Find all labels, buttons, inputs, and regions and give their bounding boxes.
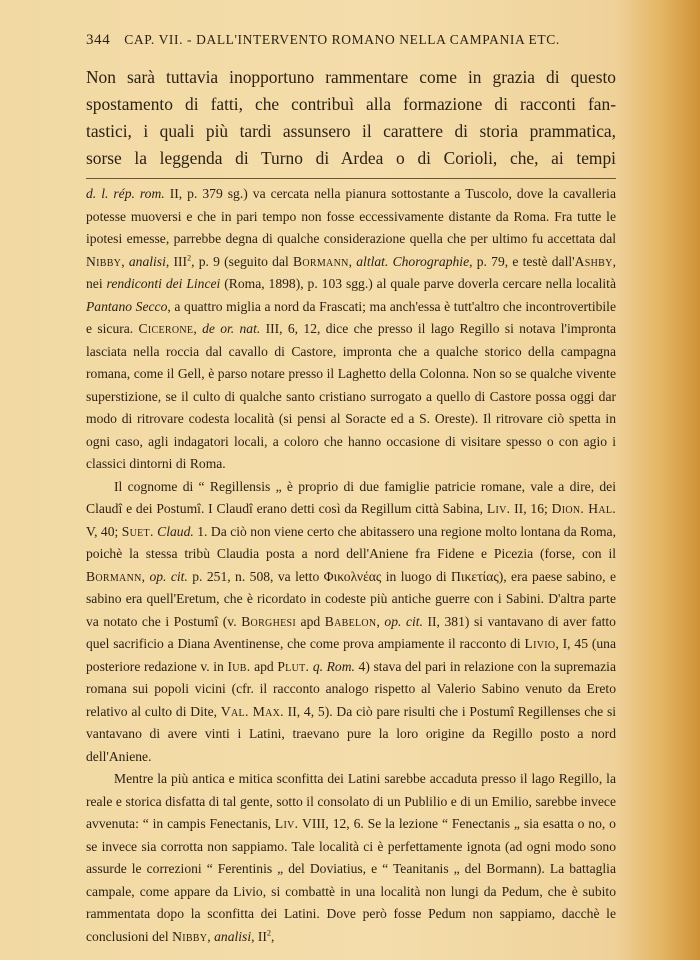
reference: rendiconti dei Lincei [106, 276, 221, 291]
reference: Pantano Secco [86, 298, 168, 314]
reference: de or. nat. [202, 321, 261, 336]
text: , p. 79, e testè dall' [469, 253, 575, 269]
author: Cicerone [138, 321, 194, 336]
text: II, 16; [510, 501, 552, 516]
main-text-line: sorse la leggenda di Turno di Ardea o di Corioli, che, ai tempi [86, 148, 616, 168]
footnote-paragraph [86, 768, 616, 948]
text: II, 381) si vantavano di aver fatto quel sacrificio a Diana Aventinense, che come prova ampiamente il racconto di [86, 613, 616, 651]
main-text-line: spostamento di fatti, che contribuì alla formazione di racconti fan- [86, 94, 616, 114]
reference: d. l. rép. rom. [86, 186, 165, 201]
reference: altlat. Chorographie [356, 253, 470, 269]
running-title: CAP. VII. - DALL'INTERVENTO ROMANO NELLA CAMPANIA ETC. [124, 32, 560, 47]
text: , [376, 613, 385, 629]
text: , [348, 253, 357, 269]
text: , nei [86, 253, 617, 291]
text: p. 251, n. 508, va letto Φικολνέας in luogo di Πικετίας), era paese sabino, e sabino era quell'Eretum, che è ricordato in codeste più antiche guerre con i Sabini. D'altra parte va notato che i Postumî (v. [86, 568, 616, 629]
author: Nibby [172, 928, 208, 944]
author: Borghesi [241, 613, 296, 629]
text: Mentre la più antica e mitica sconfitta dei Latini sarebbe accaduta presso il lago Regillo, la reale e storica disfatta di tal gente, sotto il consolato di un Publilio e di un Emilio, sarebbe invece avvenuta: “ in campis Fenectanis, [86, 771, 616, 831]
text: II, p. 379 sg.) va cercata nella pianura sottostante a Tuscolo, dove la cavalleria potesse muoversi e che in pari tempo non fosse eccessivamente distante da Roma. Fra tutte le ipotesi emesse, parrebbe degna di qualche considerazione quella che per ultimo fu accettata dal [86, 186, 616, 246]
author: Nibby [86, 253, 122, 269]
text: , [270, 928, 275, 944]
text: , p. 9 (seguito dal [191, 253, 293, 269]
author: Iub. [227, 658, 251, 674]
text: , [193, 321, 203, 336]
reference: analisi [128, 253, 166, 269]
main-text [86, 64, 616, 172]
author: Bormann [293, 253, 349, 269]
text: Il cognome di “ Regillensis „ è proprio di due famiglie patricie romane, vale a dire, dei Claudî e dei Postumî. I Claudî erano detti così da Regillum città Sabina, [86, 478, 616, 516]
text: , III [165, 253, 188, 269]
superscript: 2 [187, 252, 192, 262]
footnote-paragraph [86, 476, 616, 769]
author: Livio [524, 636, 556, 651]
reference: analisi [214, 928, 252, 944]
text: , [121, 253, 129, 269]
reference: q. Rom. [312, 658, 355, 674]
superscript: 2 [266, 927, 271, 937]
text: apd [296, 613, 325, 629]
text: , [141, 568, 150, 584]
author: Dion. Hal. [551, 501, 617, 516]
text: II, 4, 5). Da ciò pare risulti che i Postumî Regillenses che si vantavano di avere vinti i Latini, traevano pure la loro origine da Regillo posto a nord dell'Aniene. [86, 703, 617, 764]
main-text-line: tastici, i quali più tardi assunsero il carattere di storia prammatica, [86, 121, 616, 141]
text: III, 6, 12, dice che presso il lago Regillo si notava l'impronta lasciata nella roccia dal cavallo di Castore, impronta che a qualche storico della campagna romana, come il Gell, è parso notare presso il Laghetto della Colonna. Non so se qualche vivente superstizione, se il culto di qualche santo cristiano surrogato a quello di Castore possa oggi dar modo di ritrovare codesta località (si pensi al Soracte ed a S. Oreste). Il ritrovare ciò spetta in ogni caso, agli indagatori locali, a coloro che hanno occasione di visitare spesso o con agio i classici dintorni di Roma. [86, 321, 617, 471]
page-number: 344 [86, 32, 111, 48]
author: Ashby [574, 253, 613, 269]
main-text-line: Non sarà tuttavia inopportuno rammentare come in grazia di questo [86, 67, 616, 87]
text: apd [250, 658, 278, 674]
reference: op. cit. [384, 613, 423, 629]
author: Bormann [86, 568, 142, 584]
footnotes [86, 183, 616, 948]
text: V, 40; [86, 523, 122, 539]
text: , I, 45 (una posteriore redazione v. in [86, 636, 616, 674]
text: 4) stava del pari in relazione con la supremazia romana sui popoli vicini (cfr. il racconto analogo rispetto al Valerio Sabino venuto da Ereto relativo al culto di Dite, [86, 658, 616, 719]
text: (Roma, 1898), p. 103 sgg.) al quale parve doverla cercare nella località [220, 276, 616, 291]
text: , II [251, 928, 267, 944]
footnote-paragraph [86, 183, 616, 476]
running-header [86, 32, 606, 49]
author: Babelon [324, 613, 377, 629]
author: Val. Max. [220, 703, 284, 719]
author: Suet. [121, 523, 154, 539]
reference: op. cit. [149, 568, 188, 584]
author: Plut. [277, 658, 310, 674]
text: 1. Da ciò non viene certo che abitassero una regione molto lontana da Roma, poichè la stessa tribù Claudia posta a nord dell'Aniene fra Fidene e Picezia (forse, con il [86, 523, 616, 561]
footnote-separator [86, 178, 616, 179]
text: VIII, 12, 6. Se la lezione “ Fenectanis „ sia esatta o no, o se invece sia corrotta non sappiamo. Tale località ci è perfettamente ignota (ad ogni modo sono assurde le correzioni “ Ferentinis „ del Doviatius, e “ Teanitanis „ del Bormann). La battaglia campale, come appare da Livio, si combattè in una località non lungi da Pedum, che è subito rammentata dopo la sconfitta dei Latini. Dove però fosse Pedum non sappiamo, dacchè le conclusioni del [86, 816, 616, 944]
author: Liv. [486, 501, 511, 516]
text: , a quattro miglia a nord da Frascati; ma anch'essa è tutt'altro che incontrovertibile e sicura. [86, 298, 616, 336]
reference: Claud. [157, 523, 194, 539]
text: , [207, 928, 215, 944]
author: Liv. [274, 816, 299, 831]
